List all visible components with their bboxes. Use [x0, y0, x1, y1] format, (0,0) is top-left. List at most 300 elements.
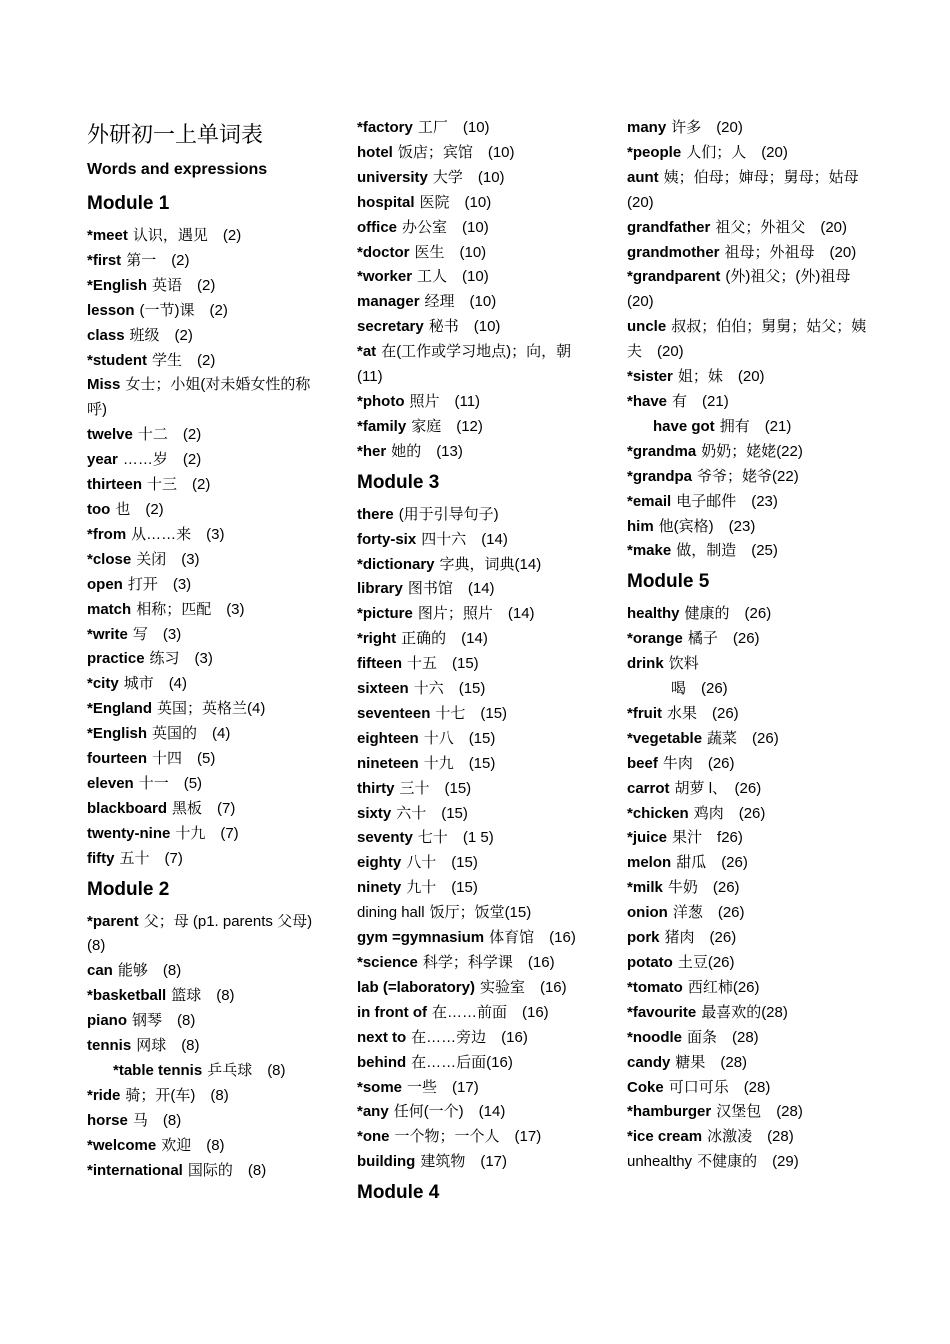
vocab-entry — [627, 702, 867, 727]
vocab-word: pork — [627, 929, 660, 947]
vocab-entry — [357, 1076, 597, 1101]
vocab-entry — [357, 752, 597, 777]
vocab-definition: 实验室 (16) — [479, 978, 567, 996]
vocab-word: *picture — [357, 605, 413, 623]
vocab-entry — [87, 324, 327, 349]
vocab-entry — [87, 299, 327, 324]
vocab-definition: 叔叔；伯伯；舅舅；姑父；姨夫 (20) — [627, 318, 867, 361]
vocab-definition: 十二 (2) — [137, 426, 202, 444]
vocab-entry — [627, 241, 867, 266]
vocab-definition: 篮球 (8) — [171, 987, 235, 1005]
vocab-definition: 办公室 (10) — [402, 218, 489, 236]
vocab-entry — [627, 365, 867, 390]
vocab-entry — [357, 315, 597, 340]
vocab-definition: 牛肉 (26) — [662, 754, 735, 772]
column-3-body — [627, 116, 874, 1175]
vocab-word: *one — [357, 1128, 390, 1146]
vocab-entry — [357, 677, 597, 702]
vocab-entry — [627, 515, 867, 540]
vocab-definition: 十九 (15) — [423, 754, 496, 772]
vocab-word: unhealthy — [627, 1153, 693, 1171]
module-heading: Module 1 — [87, 193, 170, 214]
vocab-word: *England — [87, 700, 153, 718]
vocab-definition: 英语 (2) — [152, 276, 216, 294]
vocab-word: *meet — [87, 227, 128, 244]
vocab-entry — [87, 1134, 327, 1159]
vocab-entry — [357, 528, 597, 553]
vocab-word: office — [357, 218, 398, 236]
vocab-entry — [357, 1001, 597, 1026]
vocab-word: lesson — [87, 301, 135, 319]
vocab-definition: 电子邮件 (23) — [676, 492, 778, 510]
vocab-definition: 认识，遇见 (2) — [132, 227, 242, 244]
vocab-word: uncle — [627, 318, 667, 336]
vocab-word: candy — [627, 1053, 671, 1071]
vocab-definition: 秘书 (10) — [428, 318, 501, 336]
vocab-word: *write — [87, 625, 128, 643]
vocab-entry — [627, 777, 867, 802]
vocab-word: seventy — [357, 829, 413, 847]
vocab-definition: 经理 (10) — [424, 293, 497, 311]
vocab-definition: 网球 (8) — [136, 1037, 200, 1055]
vocab-entry — [87, 573, 327, 598]
vocab-word: open — [87, 575, 123, 593]
vocab-word: *people — [627, 143, 682, 161]
vocab-entry — [627, 141, 867, 166]
vocab-word: *photo — [357, 392, 405, 410]
vocab-entry — [357, 1125, 597, 1150]
vocab-entry — [357, 116, 597, 141]
vocab-definition: 第一 (2) — [126, 251, 190, 269]
vocab-definition: 十四 (5) — [152, 750, 216, 768]
vocab-word: *milk — [627, 879, 663, 897]
vocab-word: *chicken — [627, 804, 689, 822]
vocab-definition: 西红柿(26) — [687, 978, 760, 996]
vocab-definition: 八十 (15) — [406, 854, 478, 872]
vocab-word: potato — [627, 954, 673, 971]
module-heading: Module 2 — [87, 878, 170, 900]
vocab-word: *family — [357, 417, 407, 435]
vocab-definition: 马 (8) — [132, 1111, 182, 1129]
vocab-word: *parent — [87, 912, 139, 930]
vocab-definition: 城市 (4) — [123, 675, 188, 693]
vocab-word: *student — [87, 351, 147, 369]
vocab-word: *some — [357, 1078, 403, 1096]
vocab-definition: 鸡肉 (26) — [693, 804, 766, 822]
vocab-definition: 十三 (2) — [147, 476, 211, 494]
vocab-entry — [357, 876, 597, 901]
vocab-word: *close — [87, 550, 132, 568]
vocab-word: *from — [87, 525, 127, 543]
vocab-entry — [87, 1084, 327, 1109]
vocab-word: *grandma — [627, 442, 697, 460]
vocab-entry — [357, 1051, 597, 1076]
vocab-definition: 医生 (10) — [414, 243, 487, 261]
vocab-definition: 最喜欢的(28) — [701, 1003, 788, 1021]
vocab-entry — [627, 652, 867, 677]
vocab-word: *email — [627, 492, 672, 510]
vocab-entry — [357, 577, 597, 602]
vocab-word: *factory — [357, 119, 413, 136]
vocab-entry — [357, 503, 597, 528]
vocab-definition: 拥有 (21) — [719, 417, 792, 435]
vocab-word: *doctor — [357, 243, 410, 261]
vocab-entry — [357, 627, 597, 652]
vocab-word: *international — [87, 1161, 183, 1179]
vocab-entry — [87, 1009, 327, 1034]
vocab-definition: 面条 (28) — [687, 1028, 759, 1046]
vocab-definition: 爷爷；姥爷(22) — [697, 467, 799, 485]
vocab-definition: 饭厅；饭堂(15) — [429, 904, 532, 922]
vocab-entry — [87, 598, 327, 623]
vocab-definition: 牛奶 (26) — [667, 879, 740, 897]
vocab-definition: 在……前面 (16) — [431, 1003, 549, 1021]
vocab-entry — [87, 959, 327, 984]
vocab-entry — [357, 265, 597, 290]
vocab-definition: 练习 (3) — [149, 650, 213, 668]
vocab-word: university — [357, 168, 428, 186]
vocab-entry — [627, 315, 867, 365]
vocab-definition: 照片 (11) — [409, 392, 481, 410]
vocab-definition: 大学 (10) — [432, 168, 505, 186]
vocab-word: thirty — [357, 779, 395, 797]
vocab-definition: 女士；小姐(对未婚女性的称呼) — [87, 376, 311, 419]
vocab-word: *have — [627, 392, 668, 410]
vocab-word: *table tennis — [113, 1062, 203, 1079]
vocab-word: *worker — [357, 268, 413, 286]
vocab-definition: 乒乓球 (8) — [207, 1062, 286, 1079]
vocab-definition: 医院 (10) — [419, 193, 492, 211]
vocab-entry — [87, 747, 327, 772]
vocab-definition: 在(工作或学习地点)；向，朝 (11) — [357, 343, 587, 386]
vocab-definition: 甜瓜 (26) — [676, 854, 748, 872]
vocab-entry — [357, 851, 597, 876]
vocab-entry — [627, 390, 867, 415]
vocab-definition: (用于引导句子) — [398, 505, 499, 523]
vocab-definition: 十七 (15) — [435, 704, 508, 722]
vocab-definition: 十八 (15) — [423, 729, 496, 747]
vocab-definition: 果汁 f26) — [672, 829, 743, 847]
vocab-entry — [627, 602, 867, 627]
vocab-entry — [87, 249, 327, 274]
vocab-entry — [357, 191, 597, 216]
module-heading: Module 3 — [357, 471, 440, 493]
vocab-word: library — [357, 580, 403, 598]
vocab-definition: 她的 (13) — [391, 442, 463, 460]
vocab-entry — [87, 448, 327, 473]
vocab-word: *welcome — [87, 1136, 157, 1154]
vocab-entry — [357, 553, 597, 578]
vocab-definition: 图片；照片 (14) — [417, 605, 535, 623]
vocab-word: *city — [87, 675, 119, 693]
vocab-word: hospital — [357, 193, 415, 211]
vocab-word: aunt — [627, 168, 659, 186]
vocab-entry — [87, 349, 327, 374]
vocab-entry — [87, 523, 327, 548]
vocab-entry — [627, 1150, 867, 1175]
vocab-word: *ride — [87, 1086, 121, 1104]
vocab-word: gym =gymnasium — [357, 929, 485, 947]
vocab-entry — [627, 951, 867, 976]
vocab-entry — [627, 216, 867, 241]
vocab-entry — [87, 1109, 327, 1134]
vocab-word: him — [627, 517, 654, 535]
module-heading: Module 5 — [627, 571, 710, 593]
vocab-word: *any — [357, 1103, 389, 1121]
vocab-word: *grandparent — [627, 268, 721, 286]
vocab-definition: 从……来 (3) — [131, 525, 225, 543]
vocab-entry — [627, 1125, 867, 1150]
vocab-definition: 建筑物 (17) — [420, 1153, 508, 1171]
column-1-body — [87, 190, 327, 1184]
vocab-word: grandmother — [627, 243, 720, 261]
vocab-word: *basketball — [87, 987, 167, 1005]
vocab-definition: ……岁 (2) — [122, 451, 202, 469]
vocab-word: year — [87, 451, 118, 469]
vocab-definition: 十一 (5) — [138, 774, 203, 792]
vocab-entry — [357, 390, 597, 415]
vocab-word: healthy — [627, 605, 680, 623]
vocab-entry — [627, 976, 867, 1001]
vocab-word: beef — [627, 754, 658, 772]
vocab-definition: (一节)课 (2) — [139, 301, 228, 319]
vocab-entry — [357, 727, 597, 752]
vocab-definition: 胡萝 l、 (26) — [674, 779, 762, 797]
vocab-word: *fruit — [627, 704, 662, 722]
vocab-definition: 学生 (2) — [152, 351, 216, 369]
vocab-entry — [87, 373, 327, 423]
vocab-definition: 图书馆 (14) — [407, 580, 495, 598]
vocab-entry — [357, 826, 597, 851]
vocab-entry — [357, 951, 597, 976]
vocab-word: *orange — [627, 630, 683, 648]
vocab-word: twenty-nine — [87, 824, 171, 842]
vocab-word: *sister — [627, 368, 673, 386]
vocab-definition: 国际的 (8) — [187, 1161, 267, 1179]
vocab-definition: 欢迎 (8) — [161, 1136, 225, 1154]
vocab-definition: 六十 (15) — [396, 804, 468, 822]
vocab-definition: 任何(一个) (14) — [393, 1103, 506, 1121]
vocab-definition: 五十 (7) — [119, 849, 183, 867]
vocab-entry — [357, 976, 597, 1001]
vocab-word: *English — [87, 725, 148, 743]
vocab-entry — [87, 847, 327, 872]
vocab-word: fifteen — [357, 655, 402, 673]
vocab-entry — [87, 822, 327, 847]
vocab-word: *science — [357, 954, 418, 971]
vocab-word: *dictionary — [357, 555, 435, 573]
vocab-entry — [87, 647, 327, 672]
vocab-definition: 在……后面(16) — [411, 1053, 513, 1071]
vocab-entry — [357, 241, 597, 266]
vocab-entry — [357, 440, 597, 465]
vocab-word: sixteen — [357, 680, 409, 698]
vocab-entry — [87, 672, 327, 697]
vocab-entry — [357, 777, 597, 802]
vocab-definition: 父；母 (p1. parents 父母) (8) — [87, 912, 328, 955]
vocab-definition: 班级 (2) — [129, 326, 193, 344]
vocab-entry — [87, 772, 327, 797]
vocab-word: can — [87, 962, 113, 980]
vocab-word: *hamburger — [627, 1103, 712, 1121]
vocab-definition: 能够 (8) — [117, 962, 182, 980]
vocab-definition: 健康的 (26) — [684, 605, 772, 623]
vocab-word: *noodle — [627, 1028, 682, 1046]
vocab-definition: 钢琴 (8) — [132, 1012, 196, 1030]
vocab-entry — [87, 910, 327, 960]
vocab-entry — [357, 340, 597, 390]
vocab-definition: (外)祖父；(外)祖母 (20) — [627, 268, 866, 311]
vocab-entry — [627, 901, 867, 926]
vocab-definition: 蔬菜 (26) — [707, 729, 779, 747]
vocab-word: hotel — [357, 143, 393, 161]
vocab-word: *her — [357, 442, 387, 460]
vocab-entry — [357, 652, 597, 677]
vocab-entry — [627, 727, 867, 752]
vocab-entry — [87, 623, 327, 648]
vocab-definition: 英国的 (4) — [152, 725, 231, 743]
vocab-word: in front of — [357, 1003, 427, 1021]
vocab-entry — [87, 274, 327, 299]
vocab-definition: 打开 (3) — [127, 575, 192, 593]
vocab-entry — [357, 290, 597, 315]
column-3 — [627, 116, 874, 1175]
vocab-word: many — [627, 119, 667, 136]
vocab-definition: 冰激凌 (28) — [707, 1128, 794, 1146]
vocab-word: ninety — [357, 879, 402, 897]
vocab-word: *at — [357, 343, 377, 361]
vocab-word: building — [357, 1153, 416, 1171]
vocab-entry — [357, 802, 597, 827]
vocab-entry — [357, 901, 597, 926]
vocab-word: forty-six — [357, 530, 417, 548]
vocab-definition: 十九 (7) — [175, 824, 239, 842]
vocab-word: fourteen — [87, 750, 147, 768]
vocab-word: onion — [627, 904, 668, 922]
vocab-word: practice — [87, 650, 145, 668]
vocab-word: secretary — [357, 318, 424, 336]
vocab-entry — [87, 498, 327, 523]
vocab-definition: 工厂 (10) — [417, 119, 490, 136]
vocab-definition: 洋葱 (26) — [672, 904, 745, 922]
vocab-entry — [87, 1059, 327, 1084]
vocab-definition: 三十 (15) — [399, 779, 472, 797]
column-2 — [357, 116, 597, 1213]
vocab-entry — [627, 802, 867, 827]
vocab-entry — [627, 116, 867, 141]
vocab-definition: 正确的 (14) — [401, 630, 488, 648]
module-heading: Module 4 — [357, 1182, 440, 1204]
vocab-entry — [627, 876, 867, 901]
vocab-word: class — [87, 326, 125, 344]
vocab-definition: 写 (3) — [132, 625, 182, 643]
vocab-definition: 饮料 — [668, 655, 699, 673]
vocab-entry — [627, 926, 867, 951]
vocab-entry — [87, 473, 327, 498]
vocab-definition: 祖父；外祖父 (20) — [715, 218, 848, 236]
vocab-entry — [627, 265, 867, 315]
vocab-entry — [357, 216, 597, 241]
page-title: 外研初一上单词表 — [87, 122, 264, 147]
vocab-word: lab (=laboratory) — [357, 978, 475, 996]
vocab-definition: 一个物；一个人 (17) — [394, 1128, 542, 1146]
vocab-definition: 七十 (1 5) — [417, 829, 494, 847]
vocab-word: there — [357, 505, 394, 523]
vocab-entry — [627, 851, 867, 876]
vocab-definition: 人们；人 (20) — [686, 143, 788, 161]
vocab-entry — [357, 1026, 597, 1051]
vocab-definition: 十五 (15) — [407, 655, 479, 673]
vocab-definition: 相称；匹配 (3) — [136, 600, 245, 618]
vocab-definition: 工人 (10) — [417, 268, 489, 286]
vocab-word: melon — [627, 854, 672, 872]
vocab-entry — [87, 1034, 327, 1059]
vocab-word: piano — [87, 1012, 127, 1030]
vocab-word: sixty — [357, 804, 392, 822]
vocab-entry — [627, 627, 867, 652]
vocab-entry — [357, 1150, 597, 1175]
vocab-entry — [357, 415, 597, 440]
vocab-entry — [87, 548, 327, 573]
vocab-definition: 汉堡包 (28) — [716, 1103, 803, 1121]
vocab-definition: 可口可乐 (28) — [668, 1078, 771, 1096]
vocab-entry — [87, 722, 327, 747]
vocab-word: nineteen — [357, 754, 419, 772]
vocab-entry — [357, 702, 597, 727]
vocab-entry — [627, 826, 867, 851]
vocab-definition: 水果 (26) — [667, 704, 739, 722]
vocab-word: Coke — [627, 1078, 664, 1096]
vocab-word: *juice — [627, 829, 668, 847]
vocab-entry — [357, 141, 597, 166]
vocab-entry — [627, 415, 867, 440]
vocab-word: *ice cream — [627, 1128, 703, 1146]
vocab-definition: 他(宾格) (23) — [658, 517, 756, 535]
vocab-definition: 在……旁边 (16) — [411, 1028, 528, 1046]
vocab-word: Miss — [87, 376, 121, 394]
vocab-entry — [87, 224, 327, 249]
column-2-body — [357, 116, 597, 1207]
vocab-definition: 奶奶；姥姥(22) — [701, 442, 803, 460]
vocab-word: grandfather — [627, 218, 711, 236]
vocab-word: *make — [627, 542, 672, 560]
vocab-definition: 糖果 (28) — [675, 1053, 748, 1071]
vocab-definition: 姨；伯母；婶母；舅母；姑母 (20) — [627, 168, 874, 211]
vocab-definition: 黑板 (7) — [172, 799, 236, 817]
vocab-definition: 体育馆 (16) — [489, 929, 576, 947]
vocab-definition: 科学；科学课 (16) — [422, 954, 555, 971]
vocab-entry — [627, 440, 867, 465]
vocab-word: match — [87, 600, 132, 618]
vocab-word: *first — [87, 251, 122, 269]
vocab-entry — [627, 752, 867, 777]
vocab-definition: 十六 (15) — [413, 680, 486, 698]
page-subtitle: Words and expressions — [87, 161, 268, 178]
vocab-entry — [627, 539, 867, 564]
vocab-definition: 土豆(26) — [677, 954, 735, 971]
vocab-word: thirteen — [87, 476, 143, 494]
vocab-entry — [87, 697, 327, 722]
vocab-word: twelve — [87, 426, 133, 444]
vocab-word: *English — [87, 276, 148, 294]
vocab-word: *tomato — [627, 978, 683, 996]
vocab-word: horse — [87, 1111, 128, 1129]
vocab-word: eighty — [357, 854, 402, 872]
vocab-definition: 猪肉 (26) — [664, 929, 737, 947]
vocab-definition: 英国；英格兰(4) — [157, 700, 266, 718]
vocab-definition: 九十 (15) — [406, 879, 478, 897]
vocab-entry — [357, 1100, 597, 1125]
